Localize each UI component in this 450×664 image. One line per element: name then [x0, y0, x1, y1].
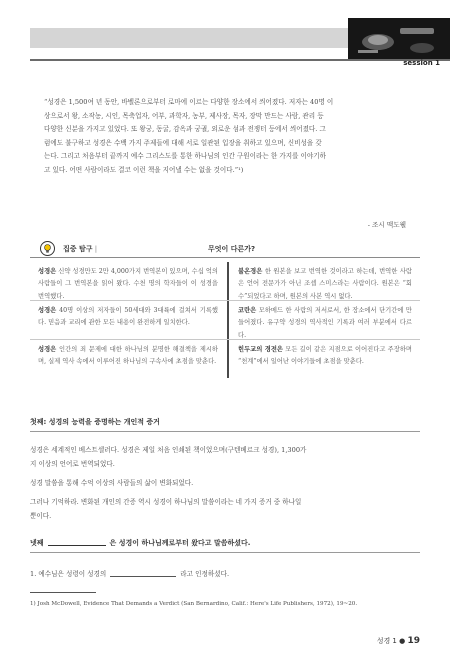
footnote: 1) Josh McDowell, Evidence That Demands a Verdict (San Bernardino, Calif.: Here's Life Publishers, 1972), 19~20.	[30, 601, 358, 607]
quote-line: 상으로서 왕, 소작농, 시인, 목축업자, 어부, 과학자, 농부, 제사장, 목자, 장막 만드는 사람, 관리 등	[44, 111, 324, 120]
footnote-rule	[30, 592, 96, 593]
quote-line: “성경은 1,500여 년 동안, 바벨론으로부터 로마에 이르는 다양한 장소에서 씌어졌다. 저자는 40명 이	[44, 98, 334, 106]
quote-line: 고 있다. 어떤 사람이라도 결코 이런 책을 지어낼 수는 없을 것이다.”¹)	[44, 165, 244, 174]
question-prefix: 넷째	[30, 539, 44, 547]
comparison-cell-bible-3	[30, 340, 226, 373]
comparison-cell-bible-2	[30, 301, 226, 334]
header-gray-bar	[30, 28, 348, 48]
header-rule	[30, 59, 450, 61]
focus-header	[30, 240, 420, 258]
cell-text: 신약 성경만도 2만 4,000가지 번역본이 있으며, 수십 억의 사람들이 그 번역본을 읽어 왔다. 수천 명의 학자들이 이 성경을 번역했다.	[38, 268, 218, 300]
focus-label: 집중 탐구 |	[63, 245, 98, 253]
lightbulb-icon	[40, 241, 55, 256]
quote-line: 다양한 신분을 가지고 있었다. 또 왕궁, 동굴, 감옥과 궁궐, 외로운 섬과 전쟁터 등에서 씌어졌다. 그	[44, 125, 326, 134]
comparison-grid	[30, 262, 420, 378]
cell-term: 불온경은	[238, 268, 263, 275]
focus-label-text: 집중 탐구	[63, 245, 93, 253]
quote-line: 럼에도 불구하고 성경은 수백 가지 주제들에 대해 서로 일관된 입장을 취하고 있으며, 신비성을 갖	[44, 138, 322, 147]
paragraph-line: 성경은 세계적인 베스트셀러다. 성경은 제일 처음 인쇄된 책이었으며(구텐베르크 성경), 1,300가	[30, 446, 307, 454]
section-title: 첫째: 성경의 능력을 증명하는 개인적 증거	[30, 418, 160, 426]
section-rule	[30, 431, 420, 432]
page-label: 성경 1 ●	[376, 637, 406, 645]
paragraph-line: 그러나 기억하라. 변화된 개인의 간증 역시 성경이 하나님의 말씀이라는 네 가지 증거 중 하나일	[30, 498, 302, 506]
question-suffix: 은 성경이 하나님께로부터 왔다고 말씀하셨다.	[109, 539, 251, 547]
cell-text: 한 원본을 보고 번역한 것이라고 하는데, 번역한 사람은 언어 전문가가 아닌 조셉 스미스라는 사람이다. 원본은 “회수”되었다고 하며, 원본의 사본 역시 없다.	[238, 268, 412, 300]
cell-term: 성경은	[38, 268, 57, 275]
page-number	[377, 636, 420, 646]
header-photo	[348, 18, 450, 60]
fill-in-item	[30, 568, 229, 578]
section-paragraph-3	[30, 496, 420, 523]
cell-term: 힌두교의 경전은	[238, 346, 284, 353]
session-label: session 1	[403, 59, 440, 67]
cell-text: 40명 이상의 저자들이 50세대와 3대륙에 걸쳐서 기록했다. 믿음과 교리에 관한 모든 내용이 완전하게 일치한다.	[38, 307, 218, 327]
cell-text: 모든 길이 같은 지점으로 이어진다고 주장하며 “천계”에서 일어난 이야기들에 초점을 맞춘다.	[238, 346, 412, 366]
cell-term: 성경은	[38, 307, 57, 314]
item-suffix: 라고 인정하셨다.	[180, 570, 230, 578]
focus-study-box	[30, 240, 420, 378]
item-prefix: 1. 예수님은 성령이 성경의	[30, 570, 107, 578]
question-rule	[30, 552, 420, 553]
paragraph-line: 지 이상의 언어로 번역되었다.	[30, 459, 115, 468]
answer-blank[interactable]	[110, 576, 176, 577]
section-paragraph-1	[30, 444, 420, 471]
answer-blank[interactable]	[48, 545, 106, 546]
cell-text: 인간의 죄 문제에 대한 하나님의 분명한 해결책을 제시하며, 실제 역사 속에서 이루어진 하나님의 구속사에 초점을 맞춘다.	[38, 346, 218, 366]
comparison-cell-other-3	[230, 340, 420, 373]
grid-divider-vertical	[227, 262, 229, 378]
cell-text: 모하메드 한 사람의 저서로서, 한 장소에서 단기간에 만들어졌다. 유구약 성경의 역사적인 기록과 여러 부분에서 다르다.	[238, 307, 412, 339]
page-number-value: 19	[407, 636, 420, 646]
cell-term: 코란은	[238, 307, 257, 314]
quote-line: 는다. 그리고 처음부터 끝까지 예수 그리스도를 통한 하나님의 인간 구원이라는 한 가지를 이야기하	[44, 152, 327, 161]
fill-in-question	[30, 538, 250, 548]
paragraph-line: 뿐이다.	[30, 511, 52, 520]
quote-text	[44, 96, 406, 178]
quote-author: - 조시 맥도웰	[367, 221, 406, 229]
cell-term: 성경은	[38, 346, 57, 353]
section-paragraph-2: 성경 말씀을 통해 수억 이상의 사람들의 삶이 변화되었다.	[30, 479, 194, 487]
header-band	[0, 0, 450, 62]
header-photo-art	[348, 18, 450, 60]
focus-question: 무엇이 다른가?	[208, 245, 256, 253]
